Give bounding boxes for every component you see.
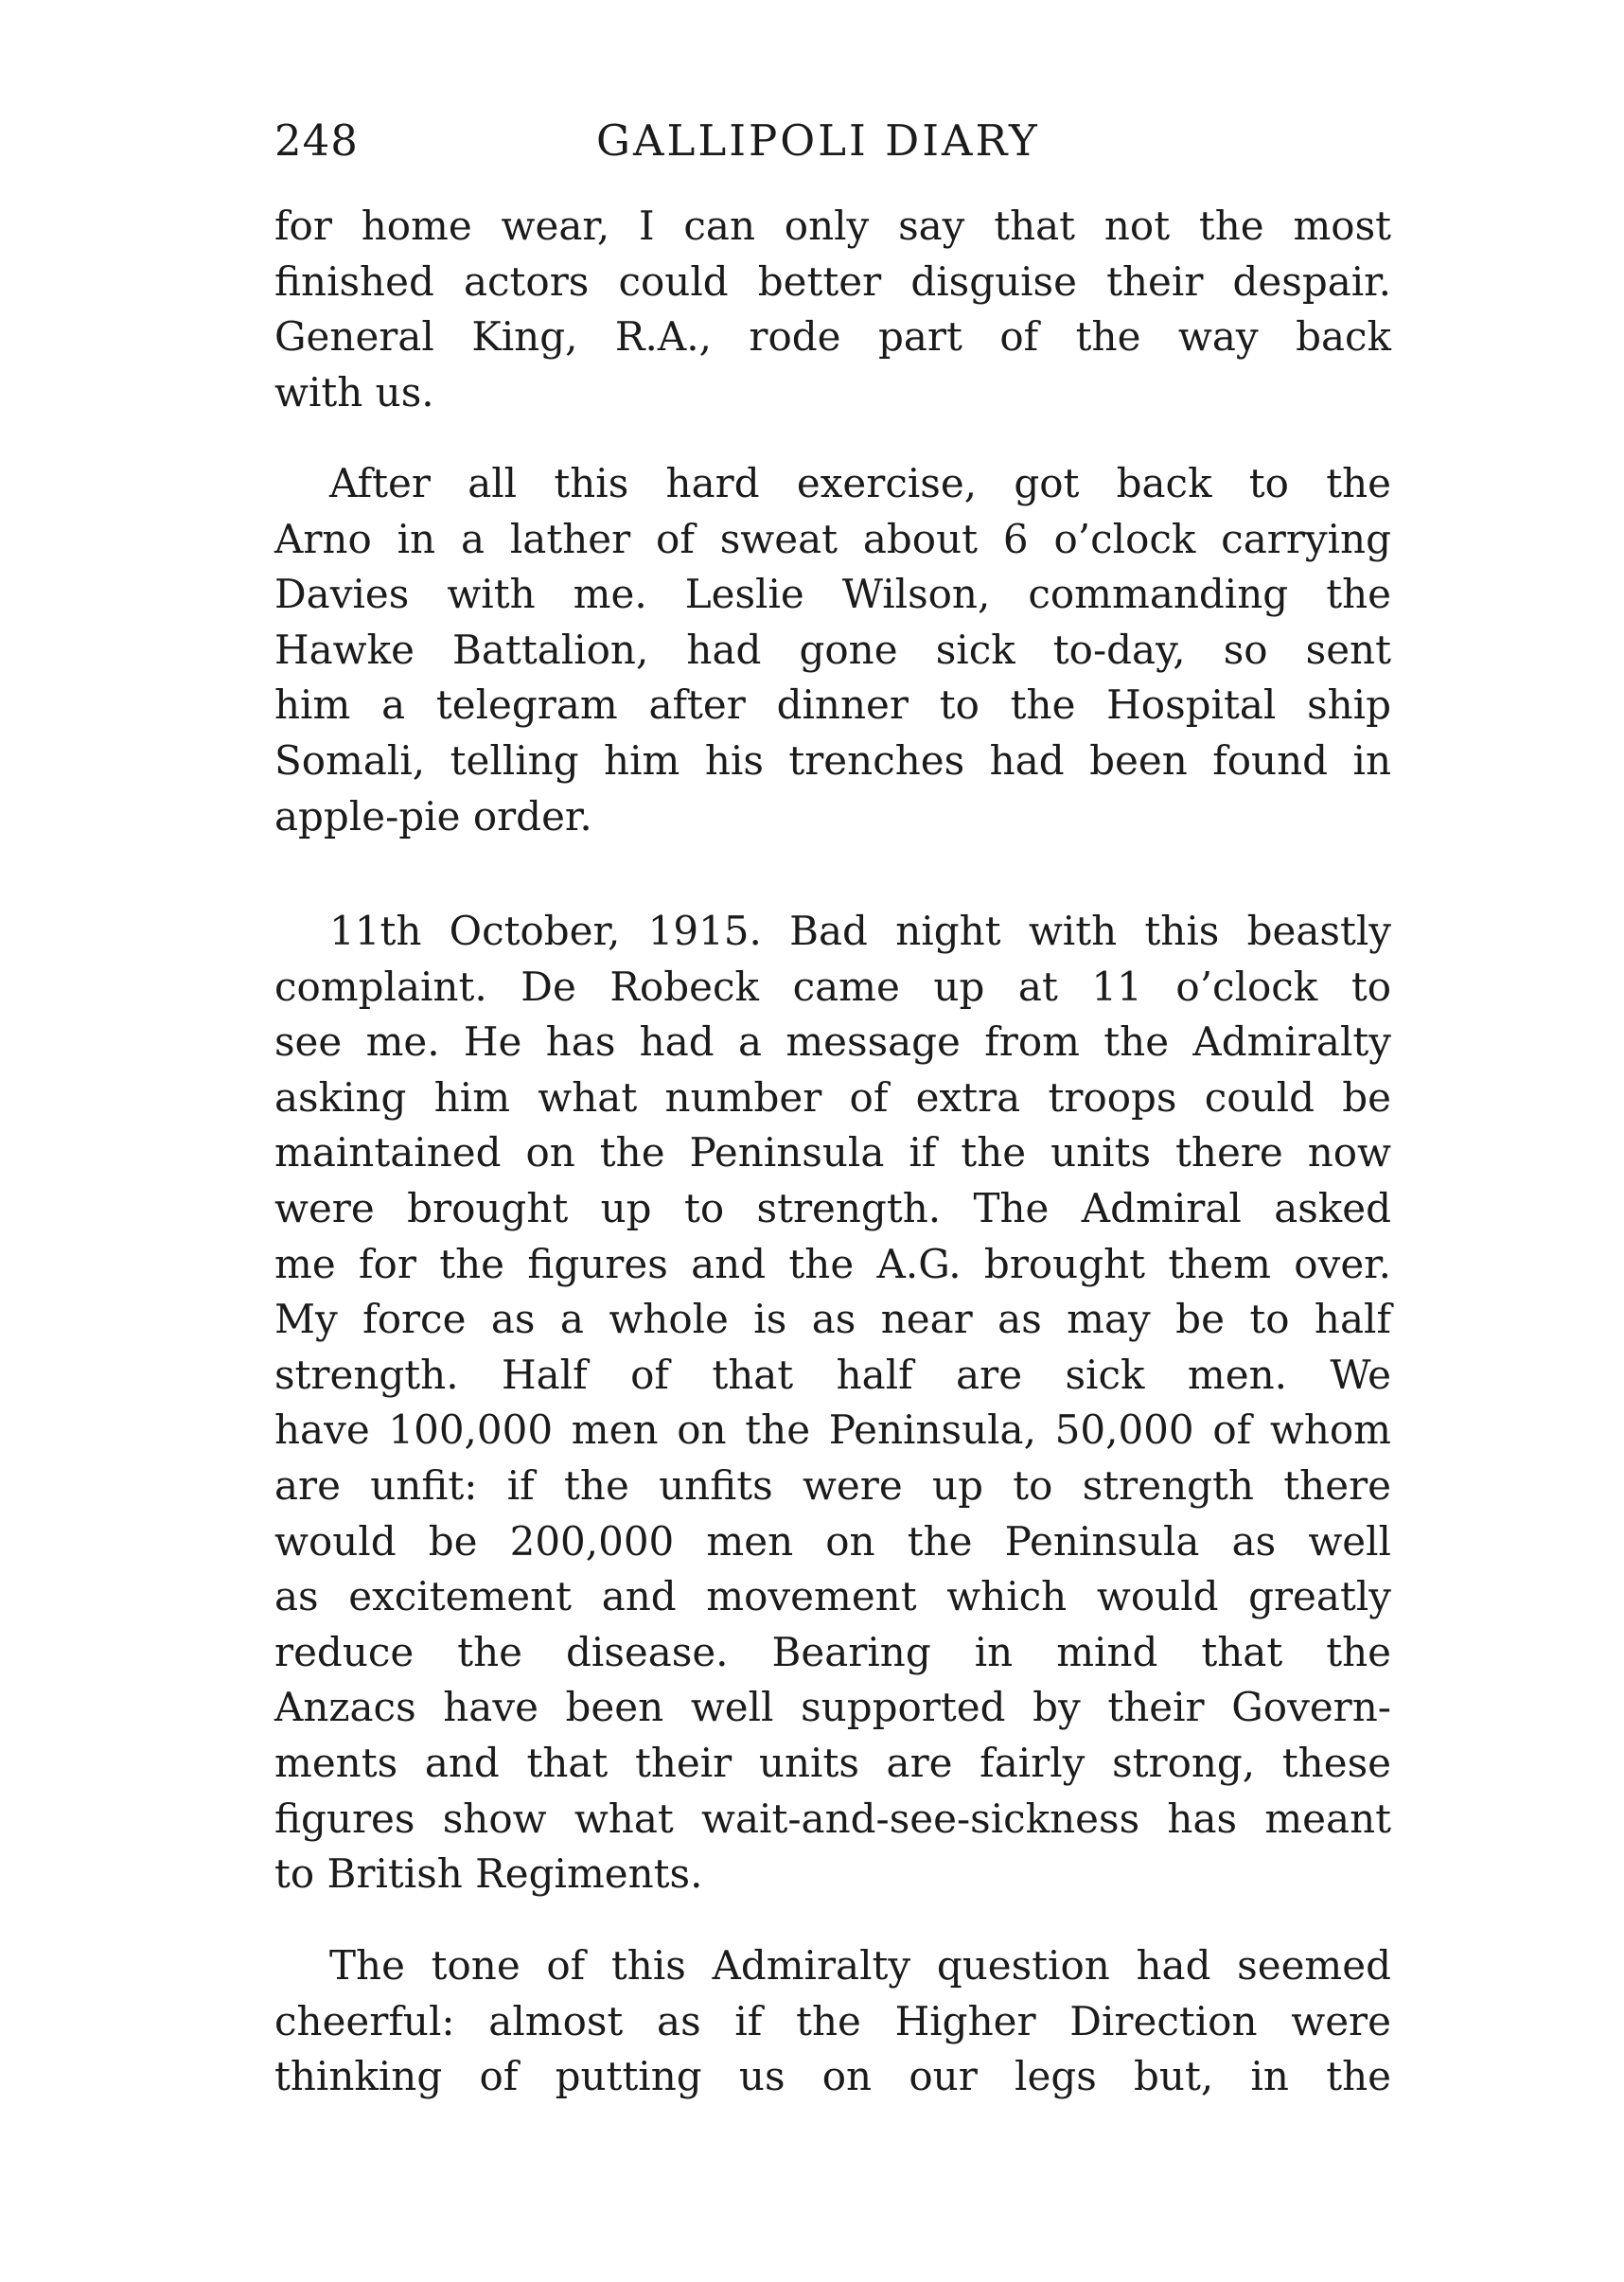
text-line: figures show what wait-and-see-sickness has meant [274, 1795, 1391, 1842]
page-number: 248 [274, 115, 359, 166]
paragraph-return-to-arno [274, 456, 1391, 844]
page-header [274, 115, 1391, 182]
text-line: Davies with me. Leslie Wilson, commanding the [274, 571, 1391, 618]
text-line: Anzacs have been well supported by their Govern- [274, 1684, 1391, 1731]
text-line: apple-pie order. [274, 792, 592, 840]
paragraph-continuation [274, 199, 1391, 420]
text-line: were brought up to strength. The Admiral asked [274, 1184, 1391, 1231]
text-line: reduce the disease. Bearing in mind that the [274, 1628, 1391, 1675]
text-line: finished actors could better disguise their despair. [274, 257, 1391, 305]
text-line: for home wear, I can only say that not the most [274, 203, 1391, 249]
text-line: General King, R.A., rode part of the way back [274, 313, 1391, 361]
text-line: with us. [274, 368, 434, 416]
text-line: After all this hard exercise, got back to the [329, 460, 1391, 506]
text-line: complaint. De Robeck came up at 11 o’clock to [274, 963, 1391, 1010]
text-line: maintained on the Peninsula if the units there now [274, 1129, 1391, 1176]
text-line: 11th October, 1915. Bad night with this beastly [329, 908, 1391, 954]
text-line: strength. Half of that half are sick men. We [274, 1351, 1391, 1398]
text-line: to British Regiments. [274, 1850, 703, 1898]
text-line: Somali, telling him his trenches had been found in [274, 736, 1391, 784]
text-line: Arno in a lather of sweat about 6 o’clock carrying [274, 515, 1391, 562]
text-line: Hawke Battalion, had gone sick to-day, so sent [274, 626, 1391, 673]
text-line: The tone of this Admiralty question had seemed [329, 1942, 1391, 1989]
text-line: cheerful: almost as if the Higher Direction were [274, 1997, 1391, 2044]
text-line: would be 200,000 men on the Peninsula as well [274, 1517, 1391, 1565]
text-line: me for the figures and the A.G. brought them over. [274, 1240, 1391, 1287]
text-line: My force as a whole is as near as may be to half [274, 1296, 1391, 1343]
text-line: thinking of putting us on our legs but, in the [274, 2053, 1391, 2100]
diary-entry-11-october-1915 [274, 904, 1391, 1902]
text-line: asking him what number of extra troops could be [274, 1073, 1391, 1121]
text-line: as excitement and movement which would greatly [274, 1573, 1391, 1620]
text-line: ments and that their units are fairly strong, these [274, 1739, 1391, 1786]
text-line: him a telegram after dinner to the Hospital ship [274, 681, 1391, 729]
text-line: see me. He has had a message from the Admiralty [274, 1018, 1391, 1066]
running-title: GALLIPOLI DIARY [596, 115, 1040, 166]
text-line: are unfit: if the unfits were up to strength there [274, 1461, 1391, 1509]
paragraph-admiralty-question [274, 1938, 1391, 2105]
text-line: have 100,000 men on the Peninsula, 50,000 of whom [274, 1406, 1391, 1454]
